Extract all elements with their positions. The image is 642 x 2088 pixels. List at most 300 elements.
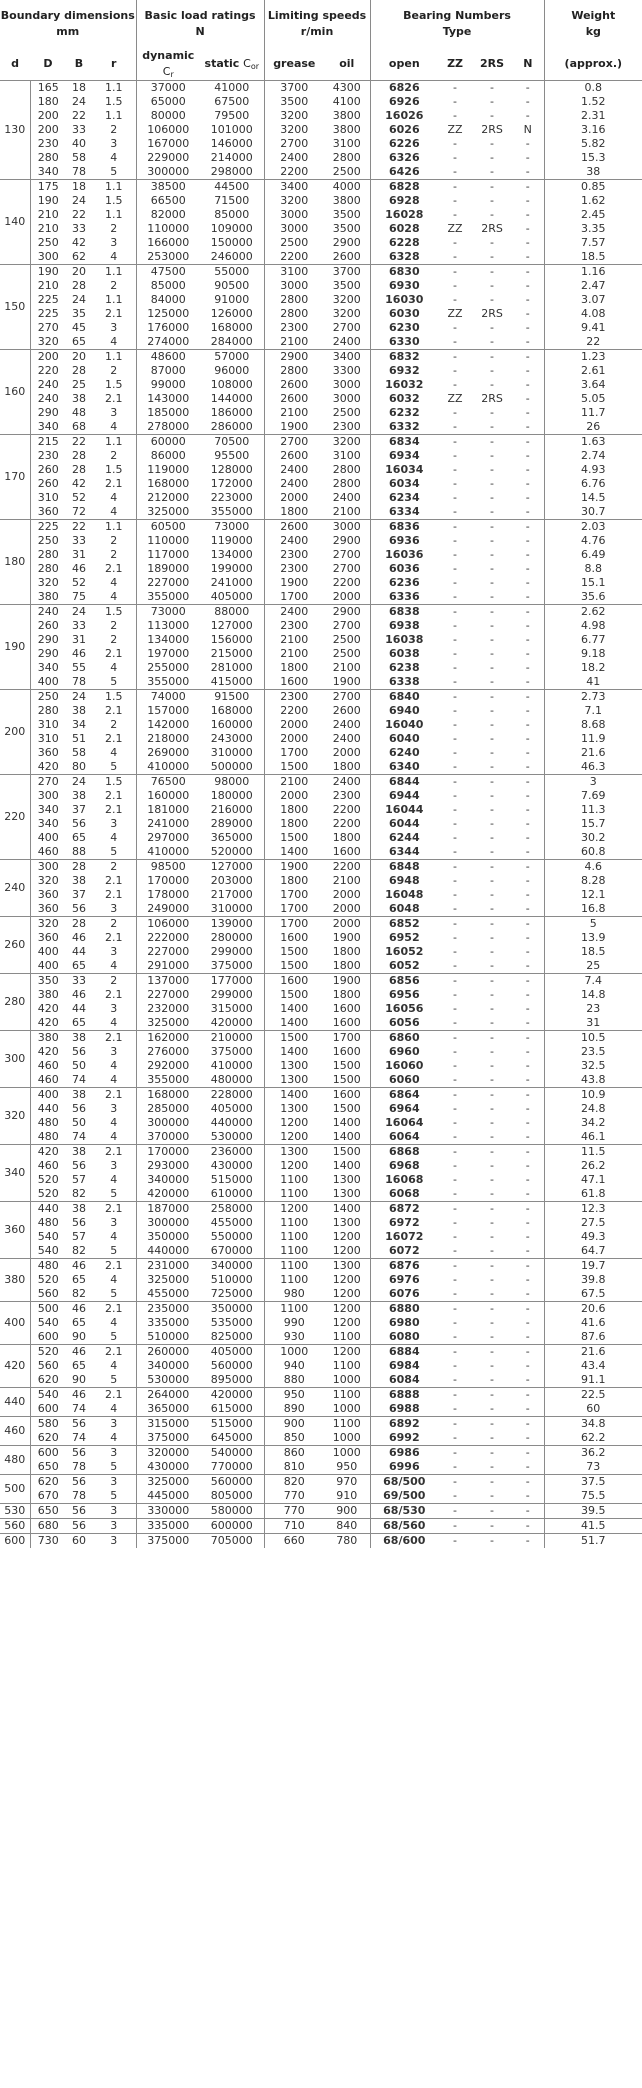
cell-zz: -: [453, 1287, 458, 1300]
col-header-D: D: [30, 48, 66, 81]
cell-oil: 3400: [324, 350, 370, 365]
cell-B: 38: [72, 874, 86, 887]
cell-r: 2.1: [92, 704, 136, 718]
cell-weight: 15.7: [581, 817, 606, 830]
cell-static: 172000: [200, 477, 264, 491]
cell-weight: 1.52: [581, 95, 606, 108]
table-row: [0, 165, 642, 180]
cell-D: 380: [30, 1031, 66, 1046]
cell-static: 217000: [200, 888, 264, 902]
cell-B: 28: [72, 463, 86, 476]
cell-oil: 3700: [324, 265, 370, 280]
cell-dynamic: 143000: [147, 392, 190, 405]
cell-r: 5: [92, 1187, 136, 1202]
cell-2rs: -: [490, 1173, 495, 1186]
cell-n: -: [512, 902, 544, 917]
table-row: [0, 562, 642, 576]
table-row: [0, 208, 642, 222]
cell-B: 24: [66, 605, 92, 620]
cell-oil: 1600: [324, 1088, 370, 1103]
table-row: [0, 1002, 642, 1016]
cell-static: 108000: [200, 378, 264, 392]
cell-static: 85000: [200, 208, 264, 222]
cell-static: 430000: [200, 1159, 264, 1173]
cell-r: 3: [92, 1159, 136, 1173]
table-row: [0, 1330, 642, 1345]
cell-zz: -: [453, 789, 458, 802]
cell-dynamic: 292000: [147, 1059, 190, 1072]
cell-2rs: -: [472, 1417, 512, 1432]
cell-weight: 2.62: [544, 605, 642, 620]
cell-bore-d: 420: [0, 1345, 30, 1388]
cell-2rs: -: [490, 1102, 495, 1115]
cell-weight: 0.8: [584, 81, 603, 94]
table-row: [0, 534, 642, 548]
cell-bore-d: 360: [0, 1202, 30, 1259]
cell-2rs: -: [472, 180, 512, 195]
col-header-dynamic: [136, 48, 200, 81]
cell-D: 340: [37, 817, 59, 830]
header-limiting-speeds: [264, 0, 370, 48]
cell-r: 2: [92, 123, 136, 137]
cell-2rs: -: [490, 1359, 495, 1372]
cell-n: -: [512, 307, 544, 321]
cell-r: 1.1: [92, 208, 136, 222]
cell-B: 20: [66, 265, 92, 280]
cell-oil: 2800: [324, 463, 370, 477]
cell-r: 4: [92, 576, 136, 590]
cell-weight: 91.1: [581, 1373, 606, 1386]
cell-weight: 15.1: [581, 576, 606, 589]
cell-oil: 2700: [324, 548, 370, 562]
cell-grease: 980: [283, 1287, 305, 1300]
cell-B: 18: [66, 180, 92, 195]
cell-D: 620: [37, 1431, 59, 1444]
table-row: [0, 1287, 642, 1302]
cell-static: 127000: [200, 860, 264, 875]
cell-2rs: -: [490, 151, 495, 164]
cell-weight: 0.85: [544, 180, 642, 195]
cell-static: 410000: [200, 1059, 264, 1073]
cell-dynamic: 260000: [136, 1345, 200, 1360]
cell-bore-d: 200: [0, 690, 30, 775]
table-row: [0, 1216, 642, 1230]
cell-n: -: [512, 534, 544, 548]
cell-bore-d: 400: [0, 1302, 30, 1345]
cell-B: 65: [72, 1359, 86, 1372]
cell-B: 65: [72, 1273, 86, 1286]
cell-B: 82: [72, 1287, 86, 1300]
cell-dynamic: 510000: [147, 1330, 190, 1343]
cell-weight: 2.61: [581, 364, 606, 377]
cell-zz: -: [453, 647, 458, 660]
cell-grease: 1200: [264, 1202, 324, 1217]
col-header-zz: ZZ: [438, 48, 472, 81]
cell-grease: 2100: [280, 335, 309, 348]
cell-r: 2.1: [92, 562, 136, 576]
cell-static: 535000: [200, 1316, 264, 1330]
col-header-dynamic-subscript: r: [170, 70, 174, 79]
cell-n: -: [512, 1002, 544, 1016]
table-row: [0, 1145, 642, 1160]
cell-oil: 1200: [324, 1316, 370, 1330]
cell-weight: 20.6: [544, 1302, 642, 1317]
cell-oil: 2500: [324, 633, 370, 647]
cell-weight: 26: [586, 420, 601, 433]
cell-oil: 1400: [324, 1159, 370, 1173]
cell-zz: -: [453, 874, 458, 887]
cell-B: 22: [66, 435, 92, 450]
cell-dynamic: 365000: [147, 1402, 190, 1415]
cell-zz: -: [438, 917, 472, 932]
cell-n: -: [512, 250, 544, 265]
cell-D: 270: [30, 775, 66, 790]
cell-2rs: -: [472, 1145, 512, 1160]
cell-B: 82: [72, 1244, 86, 1257]
cell-D: 270: [37, 321, 59, 334]
cell-n: -: [512, 959, 544, 974]
cell-n: -: [512, 1431, 544, 1446]
cell-weight: 3: [544, 775, 642, 790]
cell-B: 34: [72, 718, 86, 731]
cell-zz: -: [453, 406, 458, 419]
header-load-ratings: [136, 0, 264, 48]
cell-dynamic: 212000: [147, 491, 190, 504]
cell-weight: 46.1: [581, 1130, 606, 1143]
cell-static: 580000: [200, 1504, 264, 1519]
cell-r: 2.1: [92, 789, 136, 803]
cell-2rs: -: [490, 378, 495, 391]
cell-2rs: -: [490, 1016, 495, 1029]
cell-weight: 14.8: [581, 988, 606, 1001]
cell-D: 420: [37, 1016, 59, 1029]
cell-weight: 39.5: [544, 1504, 642, 1519]
cell-oil: 1200: [324, 1287, 370, 1302]
cell-oil: 4000: [324, 180, 370, 195]
cell-weight: 22.5: [544, 1388, 642, 1403]
cell-static: 705000: [200, 1534, 264, 1549]
table-row: [0, 845, 642, 860]
cell-static: 365000: [200, 831, 264, 845]
cell-static: 214000: [200, 151, 264, 165]
cell-r: 3: [92, 1216, 136, 1230]
cell-grease: 2400: [264, 605, 324, 620]
col-header-dynamic-symbol: C: [162, 65, 171, 78]
cell-r: 2.1: [92, 888, 136, 902]
cell-dynamic: 325000: [147, 1273, 190, 1286]
cell-2rs: -: [490, 874, 495, 887]
cell-zz: -: [453, 959, 458, 972]
cell-grease: 1300: [264, 1145, 324, 1160]
cell-2rs: -: [490, 335, 495, 348]
cell-2rs: -: [472, 1259, 512, 1274]
cell-oil: 1800: [324, 959, 370, 974]
cell-B: 44: [72, 945, 86, 958]
cell-zz: -: [453, 165, 458, 178]
cell-static: 73000: [200, 520, 264, 535]
cell-dynamic: 85000: [150, 279, 186, 292]
cell-weight: 39.8: [581, 1273, 606, 1286]
cell-D: 200: [30, 350, 66, 365]
cell-grease: 2000: [280, 732, 309, 745]
cell-B: 37: [72, 888, 86, 901]
cell-weight: 11.7: [581, 406, 606, 419]
cell-D: 600: [37, 1402, 59, 1415]
table-row: [0, 548, 642, 562]
cell-B: 68: [72, 420, 86, 433]
cell-B: 65: [72, 1016, 86, 1029]
cell-r: 2.1: [92, 1145, 136, 1160]
cell-oil: 2500: [324, 165, 370, 180]
cell-zz: -: [453, 279, 458, 292]
table-row: [0, 194, 642, 208]
cell-weight: 61.8: [581, 1187, 606, 1200]
cell-D: 290: [37, 406, 59, 419]
cell-weight: 23: [586, 1002, 601, 1015]
cell-B: 52: [72, 491, 86, 504]
cell-B: 56: [72, 817, 86, 830]
cell-grease: 930: [283, 1330, 305, 1343]
cell-dynamic: 278000: [147, 420, 190, 433]
cell-open: 6232: [388, 406, 420, 419]
cell-static: 91500: [200, 690, 264, 705]
cell-oil: 3500: [324, 279, 370, 293]
cell-D: 560: [37, 1287, 59, 1300]
table-row: [0, 236, 642, 250]
cell-D: 165: [37, 81, 59, 94]
cell-open: 6992: [388, 1431, 420, 1444]
cell-grease: 2600: [280, 392, 309, 405]
cell-bore-d: 340: [0, 1145, 30, 1202]
cell-open: 6030: [388, 307, 420, 320]
cell-dynamic: 297000: [147, 831, 190, 844]
cell-oil: 1500: [324, 1059, 370, 1073]
cell-weight: 41.5: [544, 1519, 642, 1534]
cell-B: 82: [72, 1187, 86, 1200]
cell-open: 6984: [388, 1359, 420, 1372]
cell-zz: -: [453, 562, 458, 575]
cell-dynamic: 340000: [147, 1359, 190, 1372]
table-row: [0, 477, 642, 491]
cell-oil: 1800: [324, 945, 370, 959]
cell-r: 1.5: [92, 690, 136, 705]
cell-r: 1.5: [92, 775, 136, 790]
cell-n: -: [512, 1273, 544, 1287]
cell-static: 455000: [200, 1216, 264, 1230]
cell-grease: 990: [283, 1316, 305, 1329]
cell-open: 6928: [388, 194, 420, 207]
cell-r: 3: [92, 1534, 136, 1549]
cell-zz: -: [453, 548, 458, 561]
cell-D: 260: [37, 477, 59, 490]
cell-oil: 1300: [324, 1173, 370, 1187]
cell-dynamic: 142000: [147, 718, 190, 731]
table-row: [0, 1431, 642, 1446]
cell-bore-d: 320: [0, 1088, 30, 1145]
cell-weight: 49.3: [581, 1230, 606, 1243]
cell-D: 460: [37, 845, 59, 858]
cell-2rs: -: [472, 1202, 512, 1217]
cell-D: 420: [30, 1145, 66, 1160]
cell-weight: 18.2: [581, 661, 606, 674]
cell-B: 58: [72, 151, 86, 164]
cell-bore-d: 530: [0, 1504, 30, 1519]
cell-r: 4: [92, 1431, 136, 1446]
table-row: [0, 902, 642, 917]
cell-dynamic: 110000: [147, 534, 190, 547]
cell-open: 6844: [370, 775, 438, 790]
cell-zz: -: [453, 1130, 458, 1143]
cell-open: 6034: [388, 477, 420, 490]
table-row: [0, 222, 642, 236]
cell-r: 1.1: [92, 435, 136, 450]
cell-B: 28: [72, 449, 86, 462]
cell-2rs: -: [490, 789, 495, 802]
table-row: [0, 95, 642, 109]
cell-zz: -: [453, 1373, 458, 1386]
cell-B: 80: [72, 760, 86, 773]
cell-B: 38: [72, 704, 86, 717]
cell-open: 6936: [388, 534, 420, 547]
cell-open: 6244: [388, 831, 420, 844]
cell-static: 895000: [200, 1373, 264, 1388]
cell-grease: 1200: [280, 1130, 309, 1143]
cell-2rs: -: [490, 1489, 495, 1502]
cell-B: 24: [66, 690, 92, 705]
cell-2rs: -: [472, 1388, 512, 1403]
cell-static: 156000: [200, 633, 264, 647]
cell-D: 620: [37, 1373, 59, 1386]
cell-zz: -: [453, 902, 458, 915]
cell-B: 33: [66, 974, 92, 989]
cell-r: 3: [92, 1045, 136, 1059]
table-body: [0, 81, 642, 1549]
cell-static: 126000: [200, 307, 264, 321]
cell-static: 160000: [200, 718, 264, 732]
cell-n: -: [512, 151, 544, 165]
table-row: [0, 945, 642, 959]
cell-B: 56: [66, 1519, 92, 1534]
cell-open: 6852: [370, 917, 438, 932]
cell-static: 119000: [200, 534, 264, 548]
cell-r: 2.1: [92, 1088, 136, 1103]
cell-D: 540: [30, 1388, 66, 1403]
cell-open: 6872: [370, 1202, 438, 1217]
cell-oil: 1200: [324, 1244, 370, 1259]
cell-n: -: [512, 1145, 544, 1160]
table-row: [0, 1116, 642, 1130]
cell-r: 5: [92, 165, 136, 180]
cell-dynamic: 74000: [136, 690, 200, 705]
cell-weight: 64.7: [581, 1244, 606, 1257]
cell-2rs: -: [490, 364, 495, 377]
cell-r: 4: [92, 151, 136, 165]
cell-weight: 34.2: [581, 1116, 606, 1129]
cell-grease: 2200: [280, 704, 309, 717]
cell-2rs: -: [490, 208, 495, 221]
cell-2rs: -: [490, 760, 495, 773]
cell-weight: 1.63: [544, 435, 642, 450]
cell-D: 310: [37, 718, 59, 731]
cell-grease: 3000: [280, 222, 309, 235]
cell-grease: 1800: [280, 661, 309, 674]
cell-grease: 660: [264, 1534, 324, 1549]
cell-grease: 1800: [280, 874, 309, 887]
cell-weight: 7.57: [581, 236, 606, 249]
cell-2rs: -: [490, 888, 495, 901]
cell-B: 40: [72, 137, 86, 150]
table-row: [0, 250, 642, 265]
table-row: [0, 1073, 642, 1088]
cell-weight: 8.68: [581, 718, 606, 731]
cell-D: 480: [30, 1259, 66, 1274]
cell-grease: 2200: [280, 250, 309, 263]
cell-open: 6052: [388, 959, 420, 972]
cell-dynamic: 370000: [147, 1130, 190, 1143]
cell-oil: 4300: [324, 81, 370, 96]
cell-2rs: -: [472, 974, 512, 989]
cell-grease: 710: [264, 1519, 324, 1534]
cell-zz: -: [453, 704, 458, 717]
cell-static: 310000: [200, 902, 264, 917]
table-row: [0, 576, 642, 590]
cell-dynamic: 227000: [147, 576, 190, 589]
cell-n: -: [512, 194, 544, 208]
cell-zz: -: [438, 1302, 472, 1317]
cell-static: 139000: [200, 917, 264, 932]
cell-open: 16068: [385, 1173, 424, 1186]
cell-D: 520: [37, 1273, 59, 1286]
cell-grease: 2400: [280, 151, 309, 164]
cell-oil: 2200: [324, 803, 370, 817]
cell-B: 45: [72, 321, 86, 334]
cell-open: 6332: [388, 420, 420, 433]
cell-D: 400: [37, 675, 59, 688]
cell-oil: 1500: [324, 1073, 370, 1088]
cell-dynamic: 170000: [147, 874, 190, 887]
cell-r: 2: [92, 917, 136, 932]
cell-B: 78: [72, 1460, 86, 1473]
header-load-label: Basic load ratings: [144, 9, 256, 22]
cell-r: 5: [92, 1373, 136, 1388]
cell-weight: 7.69: [581, 789, 606, 802]
table-row: [0, 1159, 642, 1173]
cell-2rs: -: [472, 1088, 512, 1103]
cell-2rs: -: [490, 746, 495, 759]
cell-oil: 2300: [324, 789, 370, 803]
cell-n: -: [512, 988, 544, 1002]
table-row: [0, 151, 642, 165]
cell-zz: -: [438, 1031, 472, 1046]
cell-dynamic: 375000: [147, 1431, 190, 1444]
table-row: [0, 988, 642, 1002]
cell-static: 420000: [200, 1388, 264, 1403]
cell-grease: 1200: [280, 1116, 309, 1129]
cell-open: 6828: [370, 180, 438, 195]
cell-zz: -: [453, 1059, 458, 1072]
cell-dynamic: 110000: [147, 222, 190, 235]
cell-D: 500: [30, 1302, 66, 1317]
cell-dynamic: 167000: [147, 137, 190, 150]
cell-r: 2.1: [92, 988, 136, 1002]
cell-grease: 3200: [280, 194, 309, 207]
cell-grease: 2400: [280, 463, 309, 476]
cell-B: 46: [66, 1345, 92, 1360]
cell-open: 68/530: [370, 1504, 438, 1519]
cell-weight: 5: [544, 917, 642, 932]
cell-B: 51: [72, 732, 86, 745]
cell-n: -: [512, 775, 544, 790]
